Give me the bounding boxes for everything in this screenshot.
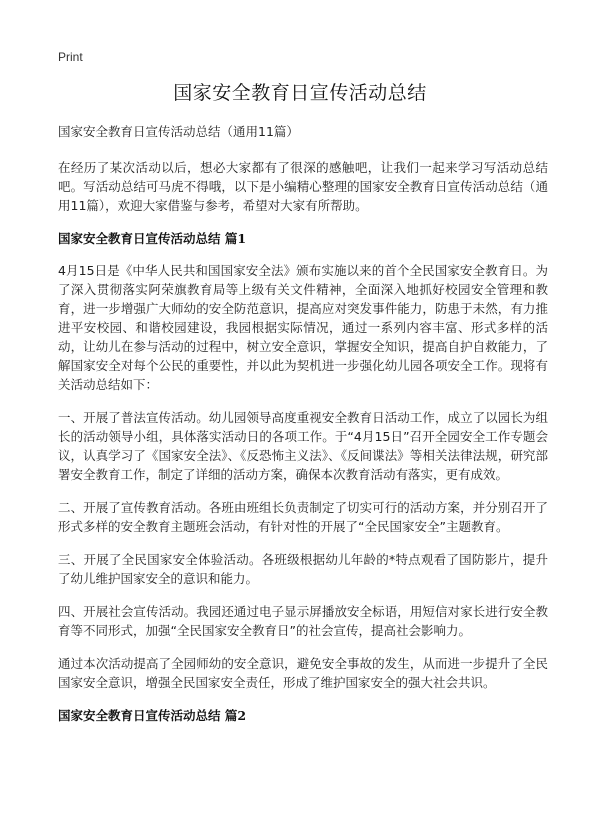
document-subtitle: 国家安全教育日宣传活动总结（通用11篇） [58,124,299,139]
section-1-paragraph-5: 四、开展社会宣传活动。我园还通过电子显示屏播放安全标语，用短信对家长进行安全教育等不同形式，加强“全民国家安全教育日”的社会宣传，提高社会影响力。 [58,604,548,638]
section-heading-1: 国家安全教育日宣传活动总结 篇1 [58,231,247,246]
intro-paragraph: 在经历了某次活动以后，想必大家都有了很深的感触吧，让我们一起来学习写活动总结吧。写活动总结可马虎不得哦，以下是小编精心整理的国家安全教育日宣传活动总结（通用11篇），欢迎大家借鉴与参考，希望对大家有所帮助。 [58,160,548,213]
document-body [58,122,548,738]
section-1-paragraph-6: 通过本次活动提高了全园师幼的安全意识，避免安全事故的发生，从而进一步提升了全民国家安全意识，增强全民国家安全责任，形成了维护国家安全的强大社会共识。 [58,656,548,690]
section-1-paragraph-2: 一、开展了普法宣传活动。幼儿园领导高度重视安全教育日活动工作，成立了以园长为组长的活动领导小组，具体落实活动日的各项工作。于“4月15日”召开全园安全工作专题会议，认真学习了《国家安全法》、《反恐怖主义法》、《反间谍法》等相关法律法规，研究部署安全教育工作，制定了详细的活动方案，确保本次教育活动有落实，更有成效。 [58,410,548,482]
section-1-paragraph-3: 二、开展了宣传教育活动。各班由班组长负责制定了切实可行的活动方案，并分别召开了形式多样的安全教育主题班会活动，有针对性的开展了“全民国家安全”主题教育。 [58,500,548,534]
section-heading-2: 国家安全教育日宣传活动总结 篇2 [58,708,247,723]
section-1-paragraph-1: 4月15日是《中华人民共和国国家安全法》颁布实施以来的首个全民国家安全教育日。为了深入贯彻落实阿荣旗教育局等上级有关文件精神，全面深入地抓好校园安全管理和教育，进一步增强广大师幼的安全防范意识，提高应对突发事件能力，防患于未然，有力推进平安校园、和谐校园建设，我园根据实际情况，通过一系列内容丰富、形式多样的活动，让幼儿在参与活动的过程中，树立安全意识，掌握安全知识，提高自护自救能力，了解国家安全对每个公民的重要性，并以此为契机进一步强化幼儿园各项安全工作。现将有关活动总结如下： [58,263,548,392]
print-link[interactable]: Print [58,50,83,64]
document-title: 国家安全教育日宣传活动总结 [173,82,427,104]
section-1-paragraph-4: 三、开展了全民国家安全体验活动。各班级根据幼儿年龄的*特点观看了国防影片，提升了幼儿维护国家安全的意识和能力。 [58,552,548,586]
